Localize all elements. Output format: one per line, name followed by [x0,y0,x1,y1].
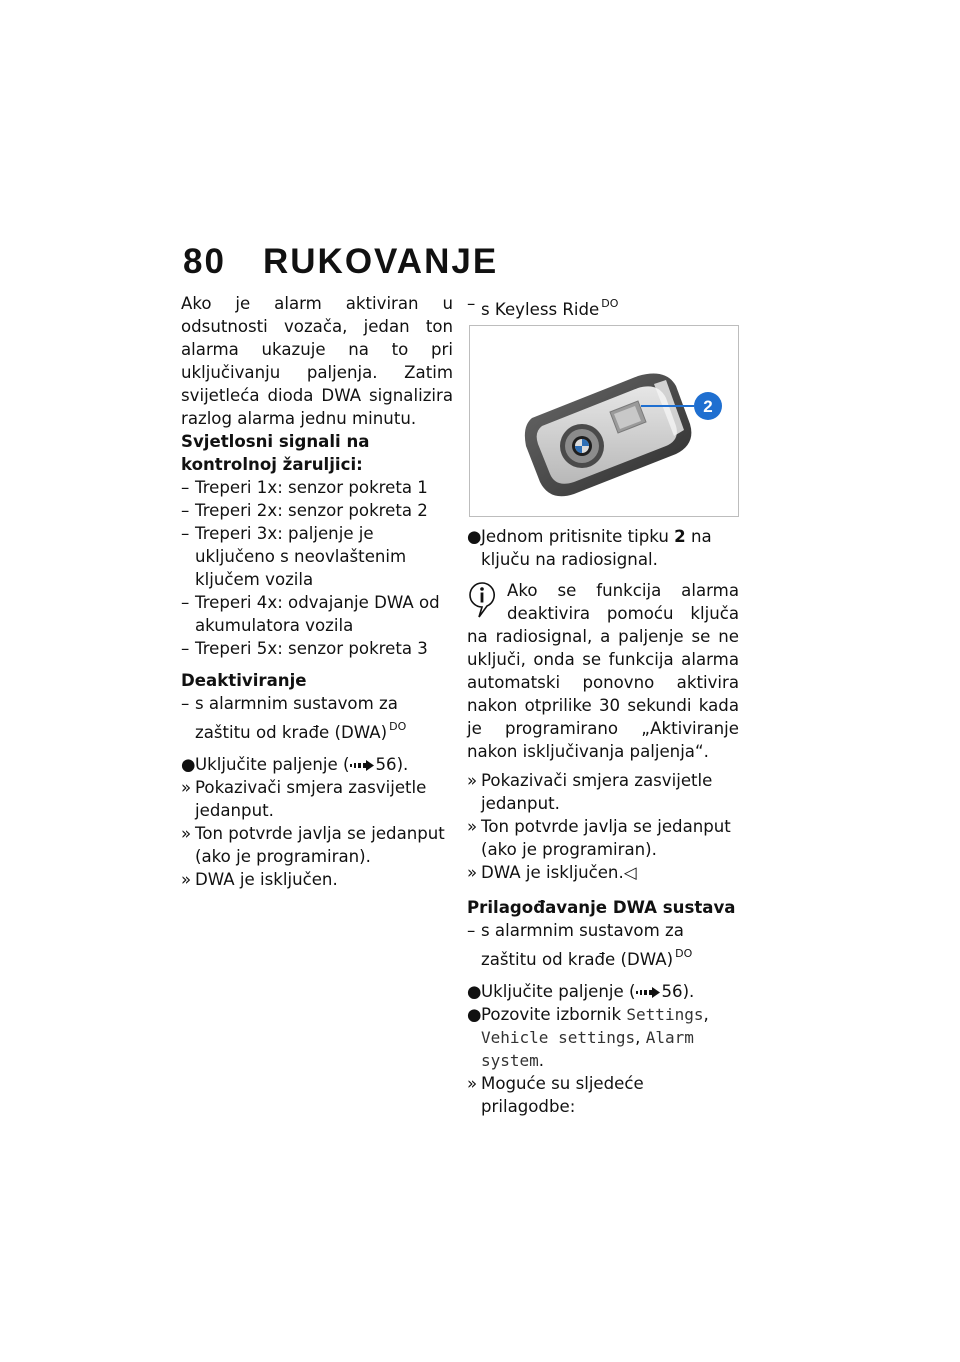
dash-marker: – [181,593,190,612]
result-item: » Moguće su sljedeće prilagodbe: [467,1074,644,1116]
bullet-marker: ● [181,755,196,774]
condition-item: – s Keyless Ride $^{DO}$ [467,294,619,319]
page-reference-arrow-icon [636,987,660,998]
callout-label: 2 [703,397,713,416]
result-item: » Ton potvrde javlja se jedanput (ako je programiran). [467,817,731,859]
page-ref[interactable]: 56 [661,982,683,1001]
key-figure [469,325,739,517]
result-marker: » [467,863,478,882]
right-column [467,292,739,1118]
page-reference-arrow-icon [350,760,374,771]
dash-marker: – [181,478,190,497]
list-item: – Treperi 4x: odvajanje DWA od akumulatora vozila [181,593,440,635]
condition-item: – s alarmnim sustavom za zaštitu od krađe (DWA) $^{DO}$ [467,921,693,969]
info-icon [467,581,497,619]
result-marker: » [181,824,192,843]
dash-marker: – [467,921,476,940]
dash-marker: – [181,501,190,520]
result-item: » DWA je isključen.◁ [467,863,637,882]
left-column [181,292,453,891]
step-item: ● Uključite paljenje ( 56). [181,755,409,774]
option-sup: DO [601,297,619,310]
adjust-heading: Prilagođavanje DWA sustava [467,898,736,917]
dash-marker: – [467,294,476,313]
intro-paragraph: Ako je alarm aktiviran u odsutnosti vozača, jedan ton alarma ukazuje na to pri uključivanju paljenja. Zatim svijetleća dioda DWA signalizira razlog alarma jednu minutu. [181,294,453,428]
result-marker: » [181,870,192,889]
result-item: » Ton potvrde javlja se jedanput (ako je programiran). [181,824,445,866]
dash-marker: – [181,524,190,543]
step-item: ● Pozovite izbornik Settings, Vehicle settings, Alarm system. [467,1005,709,1070]
menu-settings: Settings [626,1005,704,1024]
bullet-marker: ● [467,527,482,546]
result-marker: » [467,817,478,836]
condition-item: – s alarmnim sustavom za zaštitu od krađe (DWA) $^{DO}$ [181,694,407,742]
list-item: – Treperi 2x: senzor pokreta 2 [181,501,428,520]
option-sup: DO [675,947,693,960]
page-title: RUKOVANJE [263,242,499,281]
deactivation-heading: Deaktiviranje [181,671,307,690]
step-item: ● Uključite paljenje ( 56). [467,982,695,1001]
dash-marker: – [181,694,190,713]
result-marker: » [467,1074,478,1093]
key-number: 2 [674,527,686,546]
end-mark-icon: ◁ [623,863,637,882]
bullet-marker: ● [467,1005,482,1024]
step-item: ● Jednom pritisnite tipku 2 na ključu na radiosignal. [467,527,712,569]
list-item: – Treperi 5x: senzor pokreta 3 [181,639,428,658]
signals-list [181,476,453,660]
page-number: 80 [183,242,226,281]
result-marker: » [467,771,478,790]
list-item: – Treperi 3x: paljenje je uključeno s neovlaštenim ključem vozila [181,524,407,589]
page-ref[interactable]: 56 [375,755,397,774]
menu-alarm-system: Alarm system [481,1028,694,1070]
result-item: » Pokazivači smjera zasvijetle jedanput. [467,771,713,813]
dash-marker: – [181,639,190,658]
result-item: » Pokazivači smjera zasvijetle jedanput. [181,778,427,820]
info-text: Ako se funkcija alarma deaktivira pomoću ključa na radiosignal, a paljenje se ne uključi, onda se funkcija alarma automatski ponovno aktivira nakon otprilike 30 sekundi kada je programirano „Aktiviranje nakon isključivanja paljenja“. [467,581,739,761]
result-marker: » [181,778,192,797]
option-sup: DO [389,720,407,733]
bullet-marker: ● [467,982,482,1001]
menu-vehicle-settings: Vehicle settings [481,1028,636,1047]
result-item: » DWA je isključen. [181,870,338,889]
info-note [467,579,739,763]
signals-heading: Svjetlosni signali na kontrolnoj žaruljici: [181,432,370,474]
radio-key-illustration [470,326,738,516]
list-item: – Treperi 1x: senzor pokreta 1 [181,478,428,497]
